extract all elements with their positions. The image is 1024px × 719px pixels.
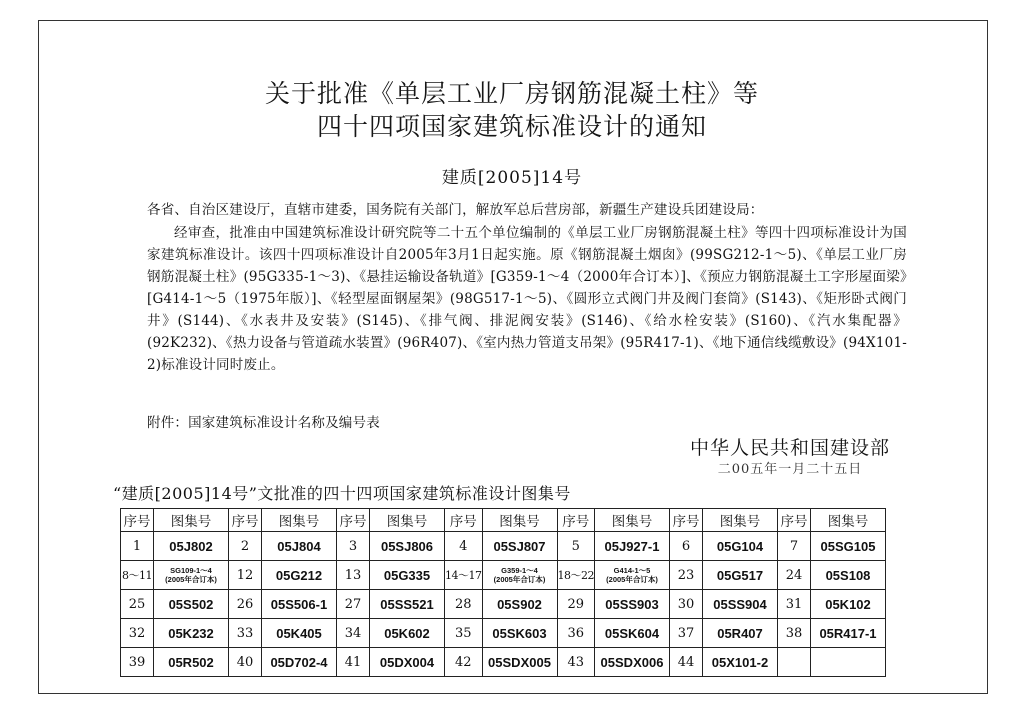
table-row <box>121 532 886 561</box>
seq-cell: 28 <box>445 590 483 619</box>
table-row <box>121 590 886 619</box>
seq-cell: 26 <box>229 590 262 619</box>
header-code: 图集号 <box>154 509 229 532</box>
atlas-code-cell: 05X101-2 <box>703 648 778 677</box>
table-title: “建质[2005]14号”文批准的四十四项国家建筑标准设计图集号 <box>113 484 571 503</box>
seq-cell: 12 <box>229 561 262 590</box>
atlas-code-cell: 05J804 <box>262 532 337 561</box>
document-number: 建质[2005]14号 <box>441 168 583 188</box>
atlas-code-cell: 05DX004 <box>370 648 445 677</box>
seq-cell: 7 <box>778 532 811 561</box>
atlas-code-cell: 05SJ806 <box>370 532 445 561</box>
seq-cell: 29 <box>557 590 595 619</box>
seq-cell: 5 <box>557 532 595 561</box>
addressee-line: 各省、自治区建设厅，直辖市建委，国务院有关部门，解放军总后营房部，新疆生产建设兵团建设局： <box>147 202 764 218</box>
seq-cell: 33 <box>229 619 262 648</box>
seq-cell: 1 <box>121 532 154 561</box>
seq-cell: 37 <box>670 619 703 648</box>
atlas-code-cell: 05G104 <box>703 532 778 561</box>
seq-cell: 2 <box>229 532 262 561</box>
atlas-code-cell: 05K405 <box>262 619 337 648</box>
seq-cell: 24 <box>778 561 811 590</box>
header-code: 图集号 <box>811 509 886 532</box>
atlas-code-cell: 05SS904 <box>703 590 778 619</box>
atlas-code-cell: 05G517 <box>703 561 778 590</box>
seq-cell: 35 <box>445 619 483 648</box>
atlas-number-table <box>120 508 886 677</box>
atlas-code-cell: G414-1～5 (2005年合订本) <box>595 561 670 590</box>
atlas-code-cell: 05S108 <box>811 561 886 590</box>
header-code: 图集号 <box>370 509 445 532</box>
atlas-code-cell: 05SDX005 <box>482 648 557 677</box>
seq-cell: 30 <box>670 590 703 619</box>
header-seq: 序号 <box>337 509 370 532</box>
atlas-code-cell: 05SJ807 <box>482 532 557 561</box>
atlas-code-cell: 05SS903 <box>595 590 670 619</box>
seq-cell: 8～11 <box>121 561 154 590</box>
header-seq: 序号 <box>121 509 154 532</box>
seq-cell: 6 <box>670 532 703 561</box>
seq-cell: 38 <box>778 619 811 648</box>
seq-cell: 18～22 <box>557 561 595 590</box>
attachment-line: 附件：国家建筑标准设计名称及编号表 <box>147 415 380 431</box>
atlas-code-cell: 05D702-4 <box>262 648 337 677</box>
seq-cell: 36 <box>557 619 595 648</box>
header-code: 图集号 <box>703 509 778 532</box>
notice-title-line1: 关于批准《单层工业厂房钢筋混凝土柱》等 <box>264 79 759 108</box>
atlas-code-cell: 05SG105 <box>811 532 886 561</box>
atlas-code-cell: 05S902 <box>482 590 557 619</box>
seq-cell: 14～17 <box>445 561 483 590</box>
seq-cell: 3 <box>337 532 370 561</box>
seq-cell: 4 <box>445 532 483 561</box>
notice-title-line2: 四十四项国家建筑标准设计的通知 <box>316 112 707 141</box>
atlas-code-cell: 05K602 <box>370 619 445 648</box>
notice-paragraph: 经审查，批准由中国建筑标准设计研究院等二十五个单位编制的《单层工业厂房钢筋混凝土柱》等四十四项标准设计为国家建筑标准设计。该四十四项标准设计自2005年3月1日起实施。原《钢筋混凝土烟囱》(99SG212-1～5)、《单层工业厂房钢筋混凝土柱》(95G335-1～3)、《悬挂运输设备轨道》[G359-1～4（2000年合订本）]、《预应力钢筋混凝土工字形屋面梁》[G414-1～5（1975年版）]、《轻型屋面钢屋架》(98G517-1～5)、《圆形立式阀门井及阀门套筒》(S143)、《矩形卧式阀门井》(S144)、《水表井及安装》(S145)、《排气阀、排泥阀安装》(S146)、《给水栓安装》(S160)、《汽水集配器》(92K232)、《热力设备与管道疏水装置》(96R407)、《室内热力管道支吊架》(95R417-1)、《地下通信线缆敷设》(94X101-2)标准设计同时废止。 <box>147 225 907 373</box>
header-seq: 序号 <box>670 509 703 532</box>
table-row <box>121 561 886 590</box>
seq-cell: 43 <box>557 648 595 677</box>
issuing-authority: 中华人民共和国建设部 <box>689 437 890 459</box>
seq-cell <box>778 648 811 677</box>
seq-cell: 39 <box>121 648 154 677</box>
seq-cell: 32 <box>121 619 154 648</box>
issue-date: 二00五年一月二十五日 <box>717 462 863 477</box>
seq-cell: 23 <box>670 561 703 590</box>
header-seq: 序号 <box>445 509 483 532</box>
atlas-code-cell <box>811 648 886 677</box>
atlas-code-cell: 05SS521 <box>370 590 445 619</box>
table-row <box>121 619 886 648</box>
atlas-code-cell: 05G212 <box>262 561 337 590</box>
seq-cell: 42 <box>445 648 483 677</box>
atlas-code-cell: 05SK603 <box>482 619 557 648</box>
atlas-code-cell: 05K102 <box>811 590 886 619</box>
seq-cell: 34 <box>337 619 370 648</box>
table-header-row <box>121 509 886 532</box>
seq-cell: 44 <box>670 648 703 677</box>
header-seq: 序号 <box>229 509 262 532</box>
atlas-code-cell: 05R502 <box>154 648 229 677</box>
atlas-code-cell: 05S506-1 <box>262 590 337 619</box>
atlas-code-cell: 05G335 <box>370 561 445 590</box>
atlas-code-cell: 05J927-1 <box>595 532 670 561</box>
atlas-code-cell: 05K232 <box>154 619 229 648</box>
atlas-code-cell: 05S502 <box>154 590 229 619</box>
seq-cell: 13 <box>337 561 370 590</box>
seq-cell: 31 <box>778 590 811 619</box>
header-code: 图集号 <box>595 509 670 532</box>
seq-cell: 27 <box>337 590 370 619</box>
header-seq: 序号 <box>557 509 595 532</box>
atlas-code-cell: G359-1～4 (2005年合订本) <box>482 561 557 590</box>
table-row <box>121 648 886 677</box>
seq-cell: 41 <box>337 648 370 677</box>
header-seq: 序号 <box>778 509 811 532</box>
atlas-code-cell: 05R407 <box>703 619 778 648</box>
atlas-code-cell: 05SDX006 <box>595 648 670 677</box>
atlas-code-cell: SG109-1～4 (2005年合订本) <box>154 561 229 590</box>
seq-cell: 25 <box>121 590 154 619</box>
atlas-code-cell: 05SK604 <box>595 619 670 648</box>
header-code: 图集号 <box>482 509 557 532</box>
atlas-code-cell: 05R417-1 <box>811 619 886 648</box>
header-code: 图集号 <box>262 509 337 532</box>
seq-cell: 40 <box>229 648 262 677</box>
atlas-code-cell: 05J802 <box>154 532 229 561</box>
